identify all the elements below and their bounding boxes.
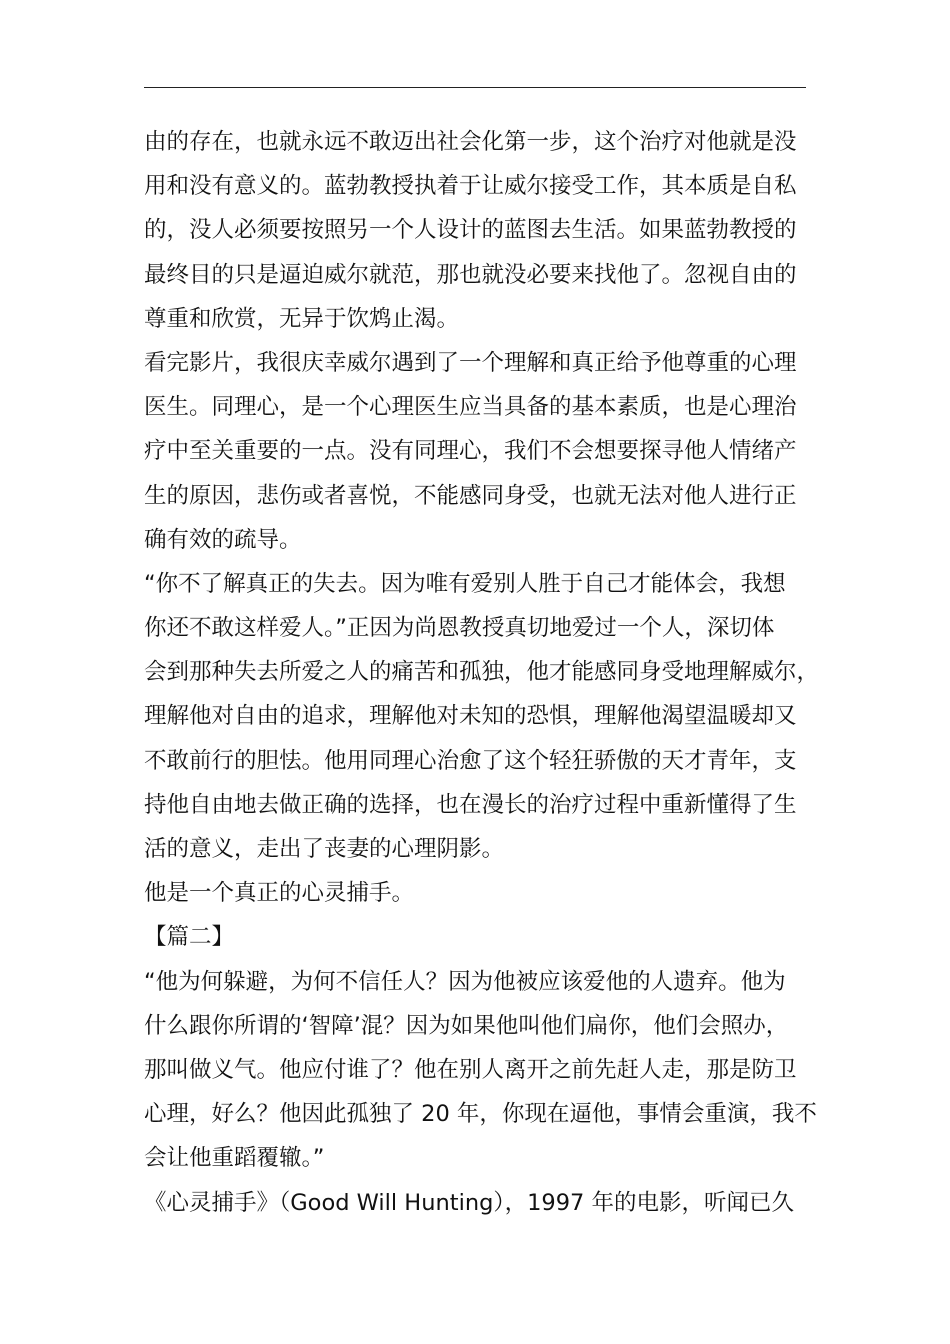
text-line: 会到那种失去所爱之人的痛苦和孤独，他才能感同身受地理解威尔， — [144, 659, 820, 686]
text-line: 医生。同理心，是一个心理医生应当具备的基本素质，也是心理治 — [144, 394, 797, 421]
header-rule — [144, 87, 806, 88]
text-line: 尊重和欣赏，无异于饮鸩止渴。 — [144, 305, 460, 332]
text-line: 看完影片，我很庆幸威尔遇到了一个理解和真正给予他尊重的心理 — [144, 349, 797, 376]
text-line: 《心灵捕手》（Good Will Hunting），1997 年的电影，听闻已久 — [144, 1189, 795, 1216]
text-line: 确有效的疏导。 — [144, 526, 302, 553]
text-line: 由的存在，也就永远不敢迈出社会化第一步，这个治疗对他就是没 — [144, 129, 797, 155]
text-line: “你不了解真正的失去。因为唯有爱别人胜于自己才能体会，我想 — [144, 570, 786, 597]
text-line: 活的意义，走出了丧妻的心理阴影。 — [144, 836, 505, 862]
section-heading: 【篇二】 — [144, 924, 235, 951]
text-line: 什么跟你所谓的‘智障’混？因为如果他叫他们扁你，他们会照办， — [144, 1012, 789, 1039]
text-line: 心理，好么？他因此孤独了 20 年，你现在逼他，事情会重演，我不 — [144, 1101, 817, 1128]
document-body — [144, 120, 820, 1225]
text-line: 持他自由地去做正确的选择，也在漫长的治疗过程中重新懂得了生 — [144, 791, 797, 818]
text-line: 你还不敢这样爱人。”正因为尚恩教授真切地爱过一个人，深切体 — [144, 615, 775, 642]
text-line: 理解他对自由的追求，理解他对未知的恐惧，理解他渴望温暖却又 — [144, 703, 797, 730]
text-line: “他为何躲避，为何不信任人？因为他被应该爱他的人遗弃。他为 — [144, 968, 786, 995]
text-line: 他是一个真正的心灵捕手。 — [144, 880, 415, 907]
text-line: 不敢前行的胆怯。他用同理心治愈了这个轻狂骄傲的天才青年，支 — [144, 747, 797, 774]
text-line: 那叫做义气。他应付谁了？他在别人离开之前先赶人走，那是防卫 — [144, 1056, 797, 1083]
text-line: 生的原因，悲伤或者喜悦，不能感同身受，也就无法对他人进行正 — [144, 482, 797, 509]
text-line: 最终目的只是逼迫威尔就范，那也就没必要来找他了。忽视自由的 — [144, 261, 797, 288]
text-line: 会让他重蹈覆辙。” — [144, 1145, 325, 1172]
text-line: 疗中至关重要的一点。没有同理心，我们不会想要探寻他人情绪产 — [144, 438, 797, 465]
text-line: 的，没人必须要按照另一个人设计的蓝图去生活。如果蓝勃教授的 — [144, 217, 797, 244]
text-line: 用和没有意义的。蓝勃教授执着于让威尔接受工作，其本质是自私 — [144, 173, 797, 200]
